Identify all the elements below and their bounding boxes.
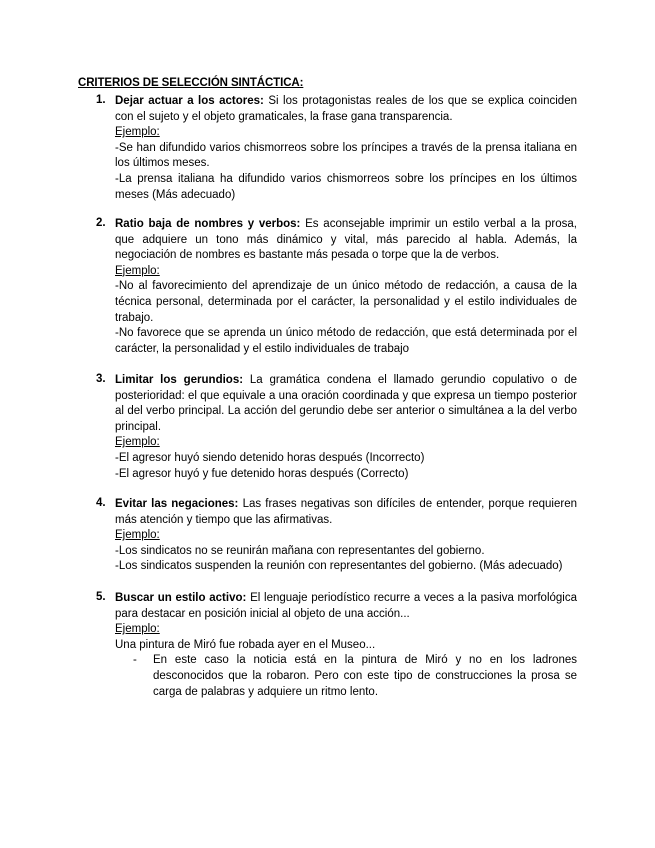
- criterion-number: 5.: [96, 591, 106, 603]
- criterion-text: Si los protagonistas reales de los que se explica coinciden con el sujeto y el objeto gramaticales, la frase gana transparencia.: [115, 95, 577, 123]
- criterion-text: Las frases negativas son difíciles de entender, porque requieren más atención y tiempo que las afirmativas.: [115, 498, 577, 526]
- criterion-heading: Ratio baja de nombres y verbos:: [115, 218, 301, 230]
- example-text: -No favorece que se aprenda un único método de redacción, que está determinada por el carácter, la personalidad y el estilo individuales de trabajo: [115, 327, 577, 355]
- criterion-body: [115, 94, 577, 203]
- example-text: Una pintura de Miró fue robada ayer en el Museo...: [115, 638, 376, 651]
- example-text: -La prensa italiana ha difundido varios chismorreos sobre los príncipes en los últimos meses (Más adecuado): [115, 172, 577, 201]
- criterion-text: Es aconsejable imprimir un estilo verbal a la prosa, que adquiere un tono más dinámico y vital, más parecido al habla. Además, la negociación de nombres es bastante más pesada o torpe que la de verbos.: [115, 218, 577, 262]
- example-text: -El agresor huyó siendo detenido horas después (Incorrecto): [115, 451, 425, 464]
- example-text: -El agresor huyó y fue detenido horas después (Correcto): [115, 467, 409, 480]
- example-text: -Los sindicatos no se reunirán mañana con representantes del gobierno.: [115, 544, 485, 557]
- example-text: -No al favorecimiento del aprendizaje de un único método de redacción, a causa de la técnica personal, determinada por el carácter, la personalidad y el estilo individuales de trabajo.: [115, 280, 577, 324]
- criterion-lead: [115, 94, 577, 125]
- criterion-number: 4.: [96, 497, 106, 509]
- criterion-lead: [115, 373, 577, 435]
- criterion-lead: [115, 497, 577, 528]
- example-label: Ejemplo:: [115, 529, 160, 542]
- criterion-text: La gramática condena el llamado gerundio copulativo o de posterioridad: el que equivale a una oración coordinada y que expresa un tiempo posterior al del verbo principal. La acción del gerundio debe ser anterior o simultánea a la del verbo principal.: [115, 374, 577, 433]
- criterion-text: El lenguaje periodístico recurre a veces a la pasiva morfológica para destacar en posición inicial al objeto de una acción...: [115, 592, 578, 620]
- criterion-heading: Dejar actuar a los actores:: [115, 95, 264, 107]
- criterion-body: [115, 591, 577, 700]
- example-label: Ejemplo:: [115, 264, 160, 277]
- example-text: -Se han difundido varios chismorreos sobre los príncipes a través de la prensa italiana en los últimos meses.: [115, 141, 577, 170]
- criterion-number: 3.: [96, 373, 106, 385]
- criterion-number: 1.: [96, 94, 106, 106]
- bullet-text: En este caso la noticia está en la pintura de Miró y no en los ladrones desconocidos que la robaron. Pero con este tipo de construcciones la prosa se carga de palabras y adquiere un ritmo lento.: [153, 654, 577, 698]
- bullet-marker: -: [133, 654, 137, 667]
- criterion-body: [115, 217, 577, 357]
- bullet-item: [115, 653, 577, 700]
- criterion-heading: Limitar los gerundios:: [115, 374, 244, 386]
- criterion-number: 2.: [96, 217, 106, 229]
- example-label: Ejemplo:: [115, 436, 160, 449]
- criterion-body: [115, 497, 577, 575]
- criterion-heading: Buscar un estilo activo:: [115, 592, 247, 604]
- example-label: Ejemplo:: [115, 126, 160, 139]
- page-title: CRITERIOS DE SELECCIÓN SINTÁCTICA:: [78, 77, 304, 89]
- criterion-heading: Evitar las negaciones:: [115, 498, 239, 510]
- criterion-lead: [115, 217, 577, 264]
- criterion-body: [115, 373, 577, 482]
- example-label: Ejemplo:: [115, 623, 160, 636]
- criterion-lead: [115, 591, 577, 622]
- example-text: -Los sindicatos suspenden la reunión con representantes del gobierno. (Más adecuado): [115, 560, 563, 573]
